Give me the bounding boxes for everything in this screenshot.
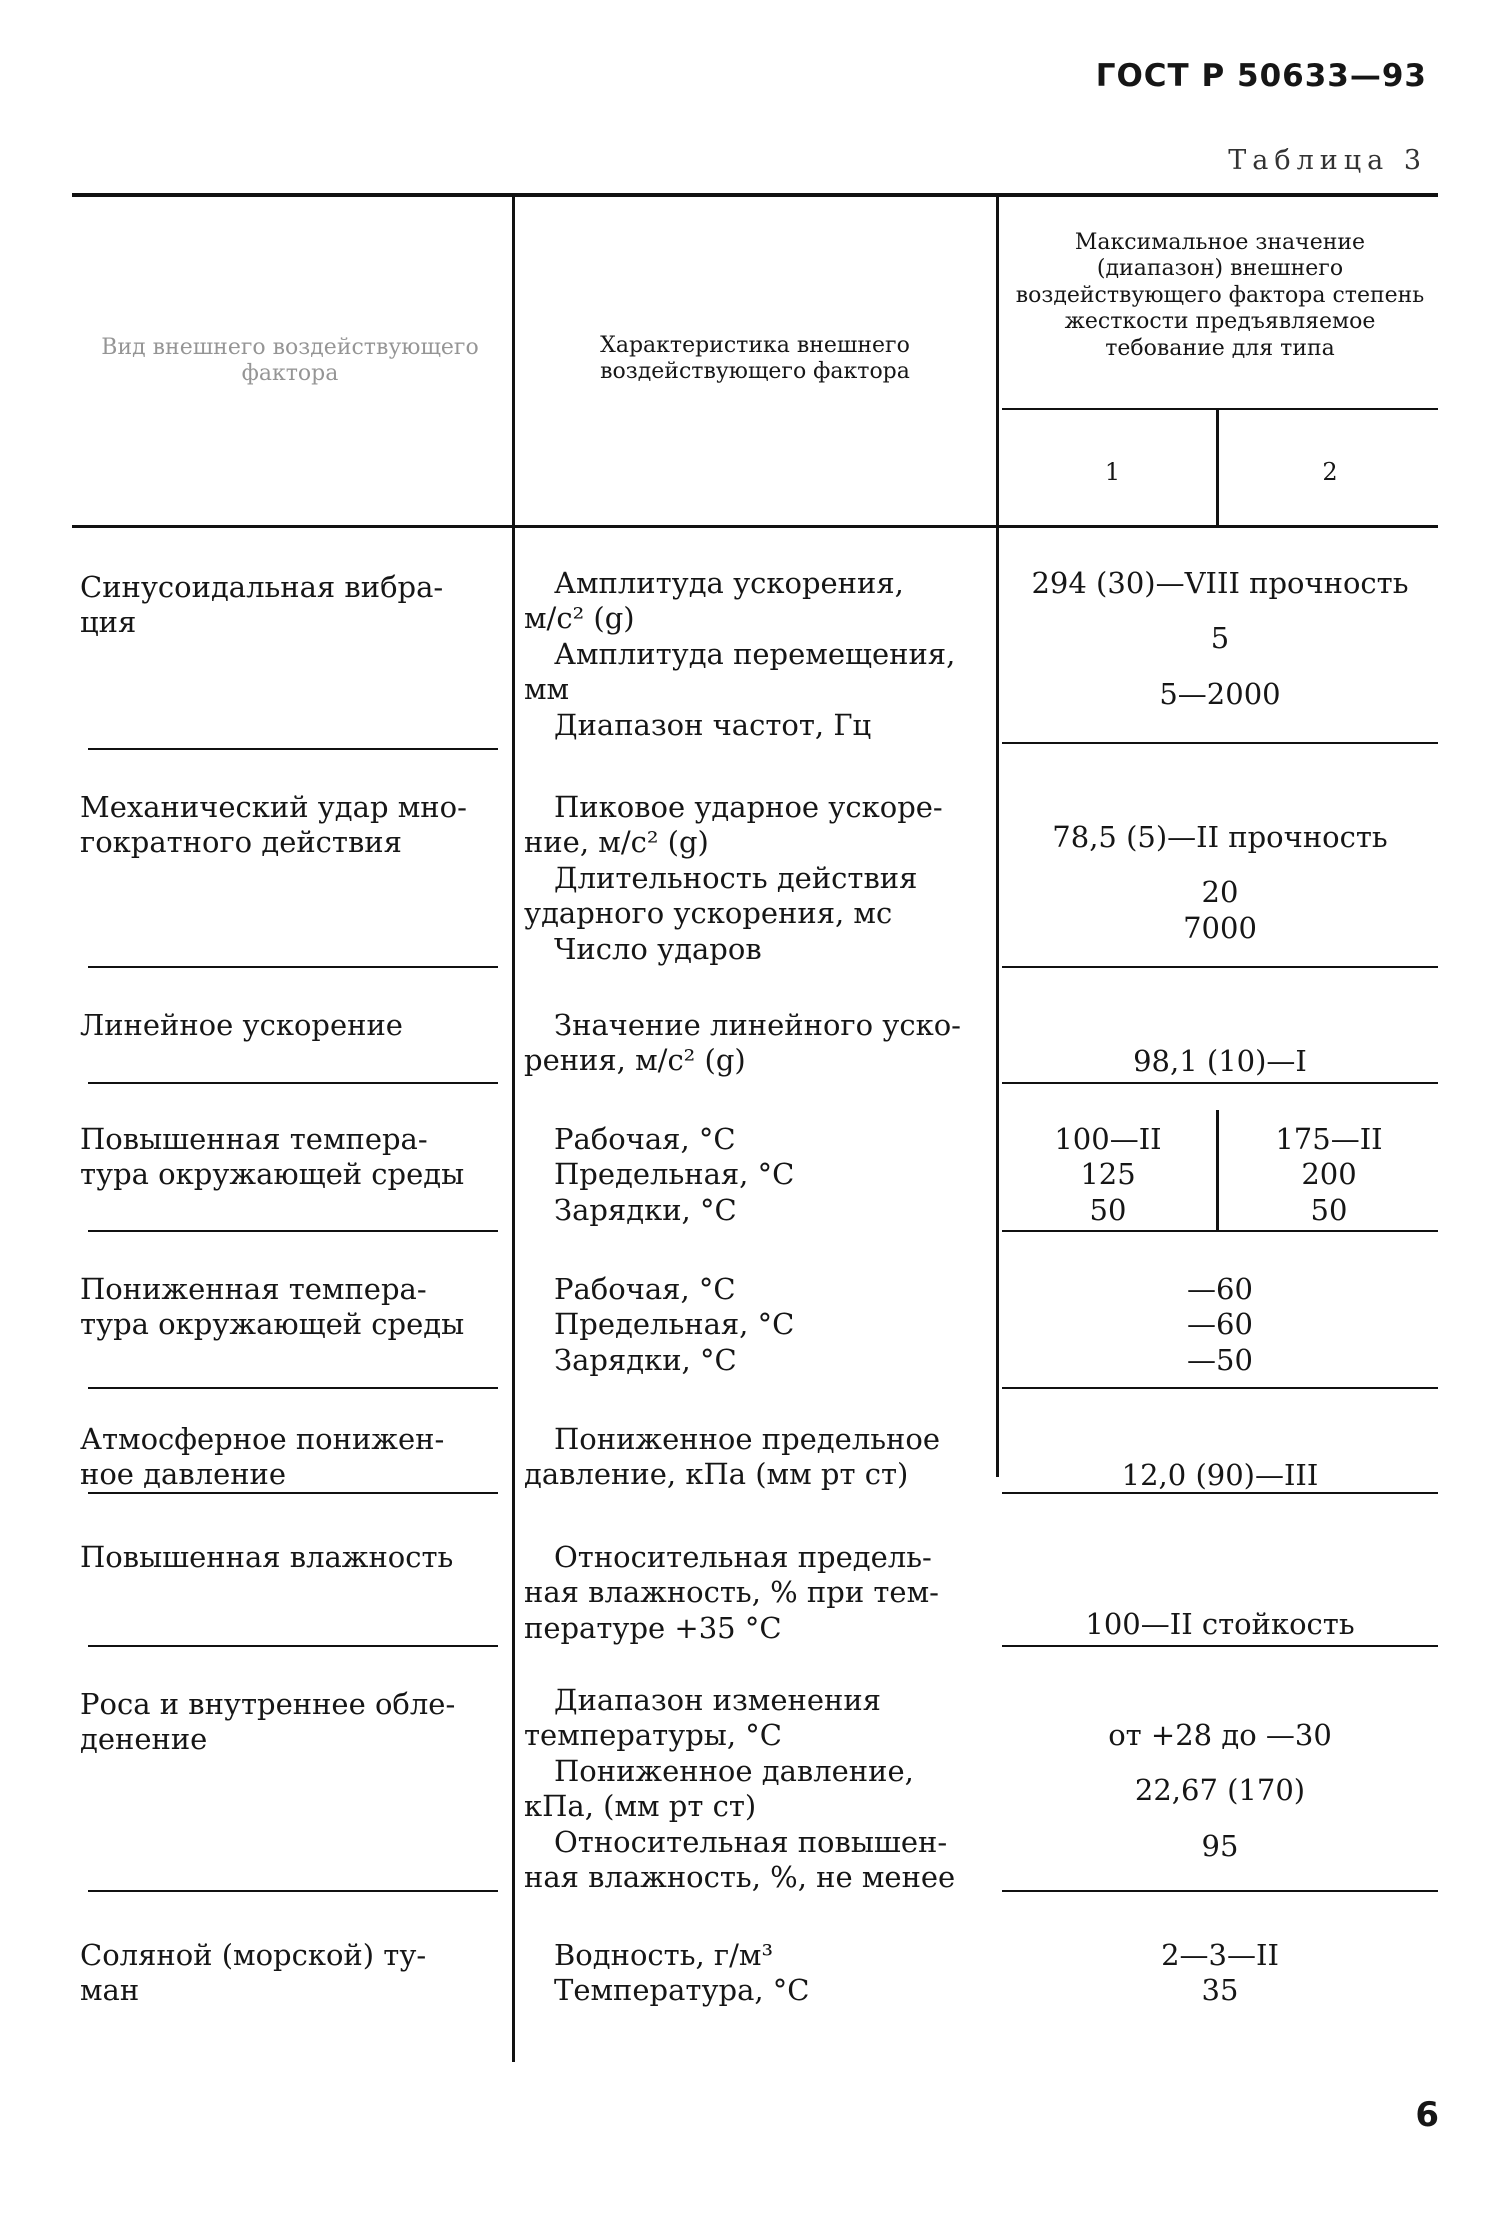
value-header-rule (1002, 408, 1438, 410)
row-separator (88, 1387, 498, 1389)
standard-id: ГОСТ Р 50633—93 (1095, 58, 1427, 94)
factor-line: Соляной (морской) ту- (80, 1938, 427, 1972)
characteristic-line: Зарядки, °С (554, 1342, 737, 1377)
table-row-characteristic (524, 790, 994, 967)
table-row-factor (80, 1008, 500, 1043)
type-column-divider (1216, 410, 1219, 525)
characteristic-line: Рабочая, °С (554, 1122, 736, 1156)
table-label: Таблица 3 (1228, 145, 1427, 176)
value-text: 5 (1210, 621, 1230, 656)
value-text: 7000 (1183, 910, 1257, 945)
type-column-divider-temp (1216, 1110, 1219, 1230)
factor-line: Повышенная влажность (80, 1540, 454, 1574)
table-row-value-type-2 (1220, 1122, 1438, 1228)
row-separator (1002, 966, 1438, 968)
value-text: 294 (30)—VIII прочность (1031, 566, 1409, 600)
value-text: 100—II (1054, 1122, 1162, 1156)
characteristic-line: Диапазон изменения (554, 1683, 881, 1717)
column-divider-left (512, 197, 515, 2062)
factor-line: Роса и внутреннее обле- (80, 1687, 456, 1721)
table-row-characteristic (524, 1422, 994, 1493)
table-top-rule (72, 193, 1438, 197)
factor-line: тура окружающей среды (80, 1307, 465, 1342)
value-text: 200 (1301, 1157, 1357, 1192)
table-row-value (1002, 1044, 1438, 1079)
factor-line: тура окружающей среды (80, 1157, 465, 1192)
value-text: 12,0 (90)—III (1121, 1458, 1319, 1492)
characteristic-line: Зарядки, °С (554, 1192, 737, 1227)
value-text: —50 (1187, 1342, 1253, 1377)
characteristic-line: Предельная, °С (554, 1157, 795, 1192)
characteristic-line: Предельная, °С (554, 1307, 795, 1342)
table-row-characteristic (524, 1540, 994, 1646)
header-bottom-rule (72, 525, 1438, 528)
characteristic-line: кПа, (мм рт ст) (524, 1789, 757, 1824)
factor-line: Пониженная темпера- (80, 1272, 427, 1306)
value-text: 2—3—II (1161, 1938, 1279, 1972)
characteristic-line: ударного ускорения, мс (524, 896, 893, 931)
characteristic-line: Относительная предель- (554, 1540, 932, 1574)
characteristic-line: Водность, г/м³ (554, 1938, 774, 1972)
characteristic-line: Рабочая, °С (554, 1272, 736, 1306)
characteristic-line: Амплитуда ускорения, (554, 566, 904, 600)
column-divider-right (996, 197, 999, 1477)
factor-line: ное давление (80, 1457, 287, 1492)
value-text: —60 (1187, 1307, 1253, 1342)
characteristic-line: Пониженное давление, (554, 1753, 914, 1788)
characteristic-line: температуры, °С (524, 1718, 782, 1753)
value-text: 35 (1201, 1973, 1239, 2008)
page-number: 6 (1415, 2095, 1439, 2135)
table-row-characteristic (524, 1683, 994, 1895)
characteristic-line: ная влажность, % при тем- (524, 1575, 939, 1610)
table-row-characteristic (524, 1272, 994, 1378)
characteristic-line: рения, м/с² (g) (524, 1043, 746, 1078)
factor-line: Механический удар мно- (80, 790, 467, 824)
table-row-characteristic (524, 1008, 994, 1079)
row-separator (1002, 1387, 1438, 1389)
characteristic-line: Значение линейного уско- (554, 1008, 961, 1042)
row-separator (1002, 1890, 1438, 1892)
factor-line: ман (80, 1973, 140, 2008)
column-header-type-2: 2 (1322, 458, 1338, 486)
column-header-value: Максимальное значение (диапазон) внешнего воздействующего фактора степень жесткости предъявляемое тебование для типа (1015, 230, 1425, 361)
row-separator (1002, 742, 1438, 744)
value-text: 50 (1310, 1192, 1348, 1227)
table-row-factor (80, 570, 500, 641)
factor-line: Повышенная темпера- (80, 1122, 428, 1156)
table-row-factor (80, 1422, 500, 1493)
value-text: 22,67 (170) (1134, 1773, 1306, 1808)
table-row-factor (80, 1938, 500, 2009)
table-row-factor (80, 1122, 500, 1193)
characteristic-line: Диапазон частот, Гц (554, 707, 872, 742)
value-text: от +28 до —30 (1108, 1718, 1332, 1752)
characteristic-line: пературе +35 °С (524, 1610, 782, 1645)
characteristic-line: Пиковое ударное ускоре- (554, 790, 943, 824)
row-separator (1002, 1645, 1438, 1647)
row-separator (88, 966, 498, 968)
characteristic-line: мм (524, 672, 570, 707)
value-text: 98,1 (10)—I (1133, 1044, 1307, 1078)
factor-line: Линейное ускорение (80, 1008, 403, 1042)
column-header-factor: Вид внешнего воздействующего фактора (101, 335, 479, 387)
column-header-type-1: 1 (1104, 458, 1121, 486)
characteristic-line: Длительность действия (554, 860, 918, 895)
factor-line: Синусоидальная вибра- (80, 570, 444, 604)
value-text: 20 (1201, 875, 1239, 910)
table-row-value-type-1 (1002, 1122, 1214, 1228)
table-row-value (1002, 1607, 1438, 1642)
value-text: 125 (1080, 1157, 1136, 1192)
value-text: 100—II стойкость (1085, 1607, 1355, 1641)
row-separator (1002, 1230, 1438, 1232)
row-separator (88, 1645, 498, 1647)
row-separator (1002, 1082, 1438, 1084)
characteristic-line: Температура, °С (554, 1973, 810, 2008)
value-text: —60 (1187, 1272, 1253, 1306)
characteristic-line: Число ударов (554, 931, 762, 966)
table-row-value (1002, 820, 1438, 946)
characteristic-line: Относительная повышен- (554, 1824, 948, 1859)
characteristic-line: Пониженное предельное (554, 1422, 940, 1456)
factor-line: денение (80, 1722, 208, 1757)
factor-line: Атмосферное понижен- (80, 1422, 445, 1456)
table-row-factor (80, 1272, 500, 1343)
table-row-value (1002, 1718, 1438, 1864)
value-text: 175—II (1275, 1122, 1383, 1156)
factor-line: гократного действия (80, 825, 402, 860)
table-row-factor (80, 1687, 500, 1758)
table-row-value (1002, 566, 1438, 712)
characteristic-line: ние, м/с² (g) (524, 825, 709, 860)
table-row-characteristic (524, 566, 994, 743)
table-row-factor (80, 790, 500, 861)
table-row-value (1002, 1272, 1438, 1378)
column-header-characteristic: Характеристика внешнего воздействующего фактора (600, 333, 910, 385)
value-text: 95 (1201, 1828, 1239, 1863)
value-text: 78,5 (5)—II прочность (1052, 820, 1388, 854)
table-row-characteristic (524, 1938, 994, 2009)
characteristic-line: Амплитуда перемещения, (554, 636, 956, 671)
factor-line: ция (80, 605, 137, 640)
table-row-factor (80, 1540, 500, 1575)
row-separator (88, 748, 498, 750)
characteristic-line: м/с² (g) (524, 601, 635, 636)
row-separator (88, 1082, 498, 1084)
row-separator (88, 1890, 498, 1892)
table-row-value (1002, 1938, 1438, 2009)
table-row-characteristic (524, 1122, 994, 1228)
table-row-value (1002, 1458, 1438, 1493)
row-separator (88, 1230, 498, 1232)
characteristic-line: ная влажность, %, не менее (524, 1859, 956, 1894)
value-text: 50 (1089, 1192, 1127, 1227)
value-text: 5—2000 (1159, 676, 1281, 711)
characteristic-line: давление, кПа (мм рт ст) (524, 1457, 909, 1492)
